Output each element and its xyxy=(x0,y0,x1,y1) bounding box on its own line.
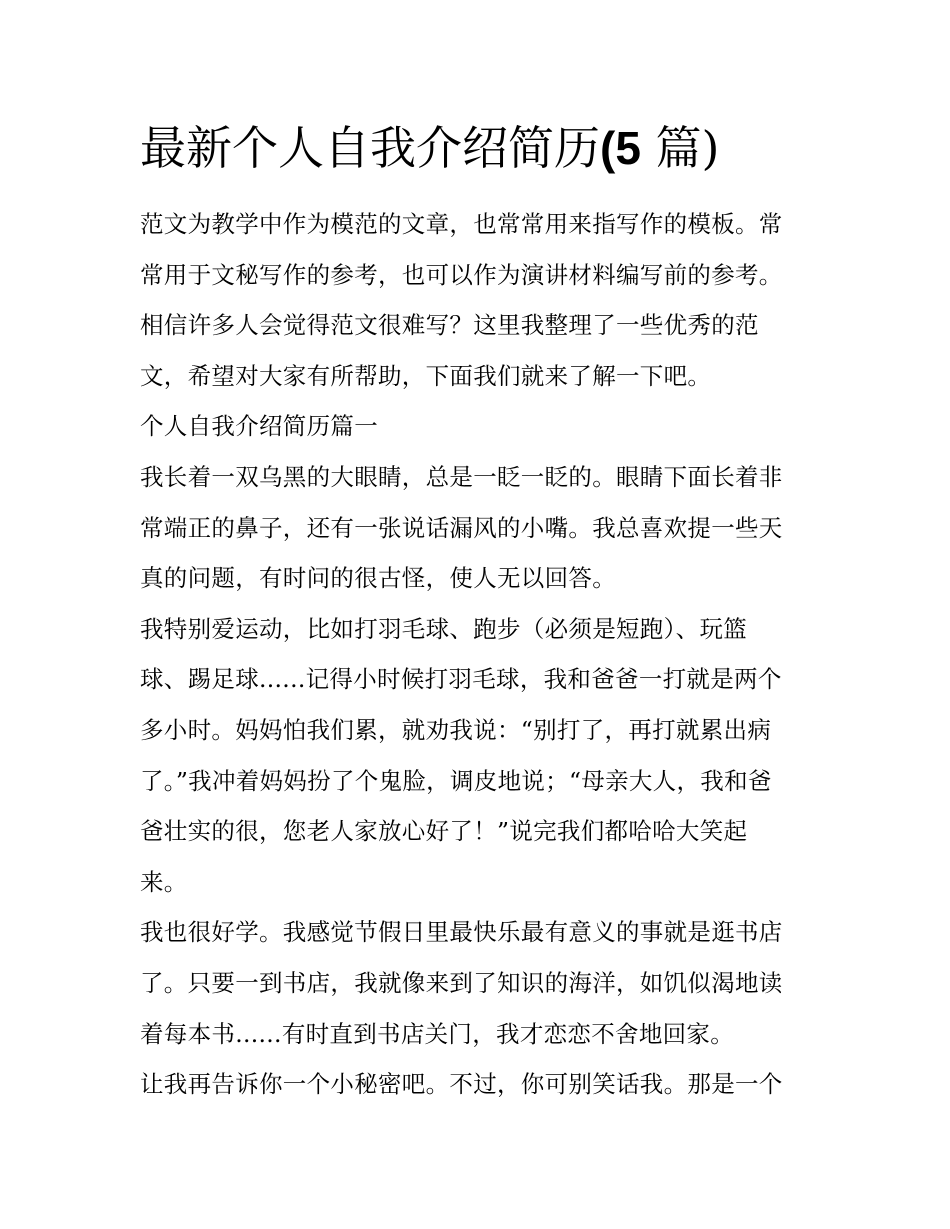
title-suffix: 篇) xyxy=(640,121,720,175)
body-line: 我也很好学。我感觉节假日里最快乐最有意义的事就是逛书店 xyxy=(140,918,783,947)
body-line: 爸壮实的很，您老人家放心好了！”说完我们都哈哈大笑起 xyxy=(140,817,748,846)
title-main: 最新个人自我介绍简历 xyxy=(140,121,600,175)
body-line: 文，希望对大家有所帮助，下面我们就来了解一下吧。 xyxy=(140,361,712,390)
body-line: 了。只要一到书店，我就像来到了知识的海洋，如饥似渴地读 xyxy=(140,968,783,997)
body-line: 真的问题，有时问的很古怪，使人无以回答。 xyxy=(140,564,616,593)
body-line: 了。”我冲着妈妈扮了个鬼脸，调皮地说；“母亲大人，我和爸 xyxy=(140,766,772,795)
body-line: 着每本书......有时直到书店关门，我才恋恋不舍地回家。 xyxy=(140,1019,735,1048)
title-number: 5 xyxy=(615,122,641,174)
body-line: 球、踢足球......记得小时候打羽毛球，我和爸爸一打就是两个 xyxy=(140,665,782,694)
document-body xyxy=(140,199,820,1110)
section-heading: 个人自我介绍简历篇一 xyxy=(140,412,378,441)
body-line: 我长着一双乌黑的大眼睛，总是一眨一眨的。眼睛下面长着非 xyxy=(140,462,783,491)
body-line: 来。 xyxy=(140,867,188,896)
body-line: 常用于文秘写作的参考，也可以作为演讲材料编写前的参考。 xyxy=(140,260,783,289)
body-line: 多小时。妈妈怕我们累，就劝我说：“别打了，再打就累出病 xyxy=(140,715,772,744)
body-line: 相信许多人会觉得范文很难写？这里我整理了一些优秀的范 xyxy=(140,311,759,340)
title-paren-open: ( xyxy=(600,122,616,174)
body-line: 范文为教学中作为模范的文章，也常常用来指写作的模板。常 xyxy=(140,210,783,238)
body-line: 我特别爱运动，比如打羽毛球、跑步（必须是短跑）、玩篮 xyxy=(140,614,748,643)
body-line: 常端正的鼻子，还有一张说话漏风的小嘴。我总喜欢提一些天 xyxy=(140,513,783,542)
body-line: 让我再告诉你一个小秘密吧。不过，你可别笑话我。那是一个 xyxy=(140,1070,783,1099)
document-title xyxy=(140,118,840,178)
